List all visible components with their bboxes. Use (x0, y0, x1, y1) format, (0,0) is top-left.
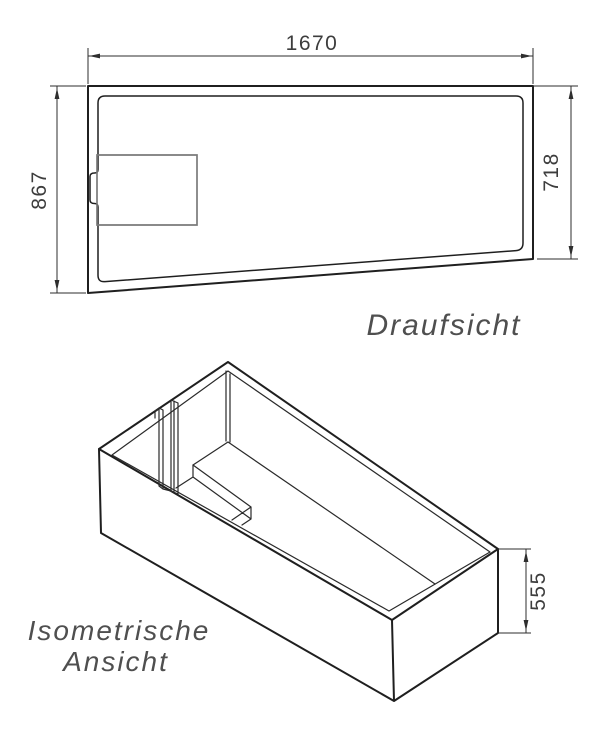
arrowhead-down (55, 280, 60, 291)
iso-partition-panels (155, 400, 178, 494)
top-view-label: Draufsicht (366, 309, 522, 342)
arrowhead-right (521, 54, 532, 59)
dim-text-right-height: 718 (540, 152, 563, 192)
arrowhead-up (55, 88, 60, 99)
arrowhead-left (89, 54, 100, 59)
dim-width-1670 (88, 32, 533, 84)
dim-right-height-718 (533, 86, 578, 259)
top-view-outer-outline (88, 86, 533, 293)
top-view-inner-outline (90, 96, 523, 282)
dim-text-width: 1670 (285, 32, 339, 55)
iso-view-drawing (28, 362, 550, 701)
top-view-support-rectangle (97, 155, 197, 225)
dim-left-height-867 (28, 86, 86, 293)
iso-view-label-line2: Ansicht (63, 646, 169, 677)
arrowhead-up (524, 551, 529, 562)
iso-back-corner-edge (226, 371, 230, 442)
arrowhead-down (569, 246, 574, 257)
dim-text-left-height: 867 (28, 170, 51, 210)
iso-floor-edges (193, 442, 435, 584)
dim-height-555 (498, 549, 550, 633)
iso-view-label-line1: Isometrische (27, 615, 211, 646)
arrowhead-up (569, 88, 574, 99)
top-view-drawing (28, 32, 578, 342)
arrowhead-down (524, 620, 529, 631)
dim-text-height: 555 (527, 571, 550, 611)
